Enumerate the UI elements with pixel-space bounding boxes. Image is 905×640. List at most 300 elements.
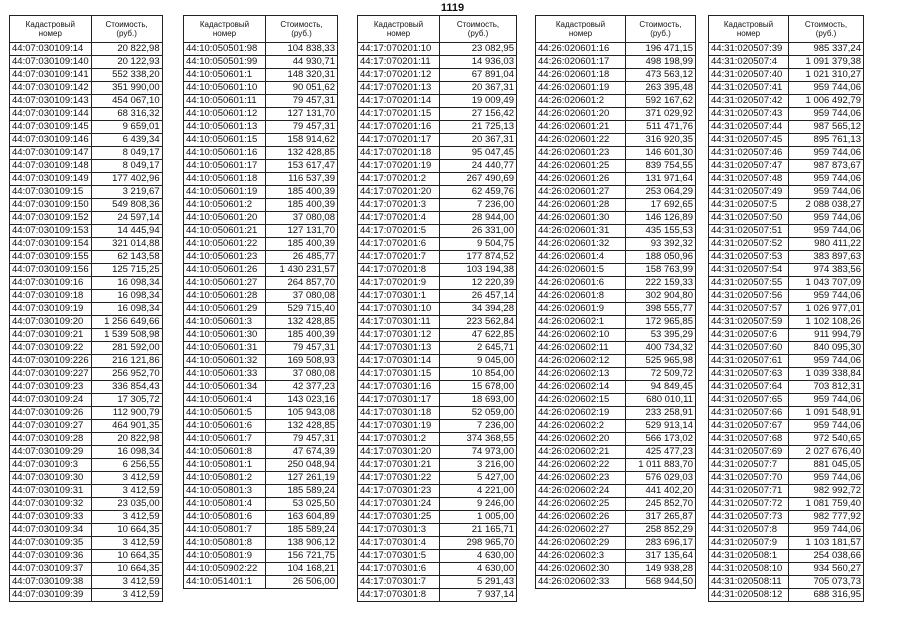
cost-cell: 17 692,65 [626,199,696,212]
table-row [358,576,517,589]
table-row [358,407,517,420]
table-row [358,355,517,368]
table-row [536,576,696,589]
cost-cell: 132 428,85 [266,147,338,160]
table-row [709,303,864,316]
cadastral-number-cell: 44:07:030109:155 [10,251,92,264]
cost-cell: 680 010,11 [626,394,696,407]
cadastral-number-cell: 44:10:050801:6 [184,511,266,524]
table-row [184,433,338,446]
cost-cell: 20 822,98 [91,433,162,446]
table-row [536,173,696,186]
cost-cell: 6 439,34 [91,134,162,147]
cadastral-number-cell: 44:26:020601:9 [536,303,626,316]
table-row [709,290,864,303]
cost-cell: 28 944,00 [440,212,517,225]
cadastral-number-cell: 44:07:030109:154 [10,238,92,251]
cost-cell: 3 412,59 [91,576,162,589]
table-row [10,238,163,251]
cadastral-number-cell: 44:26:020601:25 [536,160,626,173]
cadastral-number-cell: 44:07:030109:148 [10,160,92,173]
cadastral-number-cell: 44:26:020601:5 [536,264,626,277]
cost-cell: 383 897,63 [789,251,864,264]
cadastral-number-cell: 44:10:050601:7 [184,433,266,446]
cost-cell: 256 952,70 [91,368,162,381]
table-row [184,394,338,407]
cost-cell: 250 048,94 [266,459,338,472]
cost-cell: 158 763,99 [626,264,696,277]
cost-cell: 473 563,12 [626,69,696,82]
cost-cell: 9 246,00 [440,498,517,511]
cost-cell: 566 173,02 [626,433,696,446]
table-row [10,485,163,498]
cost-cell: 703 812,31 [789,381,864,394]
cadastral-table-4 [535,15,696,589]
cost-cell: 185 400,39 [266,186,338,199]
cadastral-number-cell: 44:31:020507:66 [709,407,789,420]
cadastral-number-cell: 44:17:070301:7 [358,576,440,589]
cost-cell: 267 490,69 [440,173,517,186]
cadastral-number-cell: 44:17:070301:5 [358,550,440,563]
cadastral-number-cell: 44:26:020601:26 [536,173,626,186]
cadastral-number-cell: 44:31:020507:6 [709,329,789,342]
table-row [358,134,517,147]
cost-cell: 435 155,53 [626,225,696,238]
table-row [709,563,864,576]
cost-cell: 881 045,05 [789,459,864,472]
cost-cell: 281 592,00 [91,342,162,355]
cadastral-number-cell: 44:31:020507:49 [709,186,789,199]
cadastral-number-cell: 44:07:030109:35 [10,537,92,550]
cost-cell: 172 965,85 [626,316,696,329]
cadastral-number-cell: 44:10:050601:32 [184,355,266,368]
table-row [536,407,696,420]
cost-cell: 47 622,85 [440,329,517,342]
cadastral-number-cell: 44:17:070301:22 [358,472,440,485]
cost-cell: 263 395,48 [626,82,696,95]
cost-cell: 4 630,00 [440,550,517,563]
cost-cell: 529 715,40 [266,303,338,316]
cadastral-number-cell: 44:26:020602:20 [536,433,626,446]
cost-cell: 74 973,00 [440,446,517,459]
cadastral-number-cell: 44:31:020507:9 [709,537,789,550]
cost-cell: 104 838,33 [266,43,338,56]
table-row [536,108,696,121]
table-row [358,69,517,82]
cost-cell: 4 221,00 [440,485,517,498]
cost-cell: 16 098,34 [91,277,162,290]
table-row [184,485,338,498]
table-row [10,498,163,511]
cost-cell: 156 721,75 [266,550,338,563]
table-row [10,95,163,108]
cadastral-number-cell: 44:31:020507:7 [709,459,789,472]
table-row [10,511,163,524]
cadastral-number-cell: 44:17:070201:16 [358,121,440,134]
table-row [184,498,338,511]
table-row [10,563,163,576]
cadastral-number-cell: 44:17:070201:8 [358,264,440,277]
table-row [358,225,517,238]
cadastral-number-cell: 44:10:050601:18 [184,173,266,186]
table-row [709,485,864,498]
cadastral-number-cell: 44:31:020507:72 [709,498,789,511]
table-row [358,459,517,472]
cadastral-number-cell: 44:07:030109:32 [10,498,92,511]
cost-cell: 840 095,30 [789,342,864,355]
table-row [358,342,517,355]
cost-cell: 254 038,66 [789,550,864,563]
cadastral-number-cell: 44:10:050601:13 [184,121,266,134]
table-row [184,238,338,251]
cadastral-number-cell: 44:31:020507:51 [709,225,789,238]
cost-cell: 525 965,98 [626,355,696,368]
cadastral-number-cell: 44:31:020507:59 [709,316,789,329]
table-row [10,82,163,95]
cadastral-number-cell: 44:10:050601:20 [184,212,266,225]
table-row [184,199,338,212]
cost-cell: 8 049,17 [91,160,162,173]
cost-cell: 132 428,85 [266,420,338,433]
cost-cell: 911 994,79 [789,329,864,342]
cadastral-number-cell: 44:10:050601:21 [184,225,266,238]
cost-cell: 959 744,06 [789,290,864,303]
table-row [358,589,517,602]
cost-cell: 974 383,56 [789,264,864,277]
cost-cell: 3 412,59 [91,511,162,524]
cost-cell: 20 367,31 [440,82,517,95]
cadastral-number-cell: 44:10:050601:34 [184,381,266,394]
cadastral-number-cell: 44:26:020601:20 [536,108,626,121]
cost-cell: 3 216,00 [440,459,517,472]
cost-cell: 185 400,39 [266,199,338,212]
table-row [184,160,338,173]
cadastral-number-cell: 44:17:070301:12 [358,329,440,342]
table-row [10,524,163,537]
table-row [184,446,338,459]
table-row [184,82,338,95]
cost-cell: 5 427,00 [440,472,517,485]
cost-cell: 67 891,04 [440,69,517,82]
cost-cell: 14 936,03 [440,56,517,69]
cost-cell: 1 005,00 [440,511,517,524]
table-row [184,225,338,238]
table-row [184,329,338,342]
cadastral-number-cell: 44:17:070201:9 [358,277,440,290]
cadastral-number-cell: 44:17:070201:4 [358,212,440,225]
cost-cell: 42 377,23 [266,381,338,394]
table-row [10,381,163,394]
cost-cell: 2 645,71 [440,342,517,355]
cost-cell: 26 485,77 [266,251,338,264]
cadastral-number-cell: 44:07:030109:33 [10,511,92,524]
cadastral-table-3 [357,15,517,602]
cost-cell: 980 411,22 [789,238,864,251]
table-row [709,355,864,368]
table-row [709,550,864,563]
cadastral-number-cell: 44:26:020601:8 [536,290,626,303]
cost-cell: 1 021 310,27 [789,69,864,82]
cadastral-number-cell: 44:10:050801:3 [184,485,266,498]
cadastral-number-cell: 44:26:020602:11 [536,342,626,355]
cadastral-number-cell: 44:10:050801:1 [184,459,266,472]
cadastral-number-cell: 44:17:070301:20 [358,446,440,459]
table-row [536,147,696,160]
table-row [184,563,338,576]
table-row [10,121,163,134]
table-row [184,277,338,290]
cost-cell: 549 808,36 [91,199,162,212]
table-row [358,394,517,407]
table-row [536,69,696,82]
cadastral-number-cell: 44:26:020602:21 [536,446,626,459]
table-row [358,199,517,212]
table-row [536,134,696,147]
cadastral-number-cell: 44:07:030109:15 [10,186,92,199]
cost-cell: 223 562,84 [440,316,517,329]
cadastral-number-cell: 44:17:070201:15 [358,108,440,121]
table-row [536,498,696,511]
cadastral-number-cell: 44:26:020602:3 [536,550,626,563]
cost-cell: 959 744,06 [789,212,864,225]
cadastral-number-cell: 44:10:050601:29 [184,303,266,316]
cadastral-number-cell: 44:26:020601:6 [536,277,626,290]
cost-cell: 1 102 108,26 [789,316,864,329]
table-row [709,56,864,69]
cadastral-number-cell: 44:07:030109:26 [10,407,92,420]
cost-cell: 14 445,94 [91,225,162,238]
table-row [10,446,163,459]
cadastral-number-cell: 44:17:070301:1 [358,290,440,303]
table-row [709,433,864,446]
cost-cell: 132 428,85 [266,316,338,329]
table-row [184,186,338,199]
cadastral-number-cell: 44:07:030109:27 [10,420,92,433]
cadastral-number-cell: 44:10:050601:10 [184,82,266,95]
cost-cell: 26 506,00 [266,576,338,589]
table-row [184,95,338,108]
cost-cell: 959 744,06 [789,186,864,199]
cost-cell: 103 194,38 [440,264,517,277]
table-row [184,134,338,147]
cost-cell: 283 696,17 [626,537,696,550]
cadastral-number-cell: 44:07:030109:22 [10,342,92,355]
cost-cell: 196 471,15 [626,43,696,56]
cadastral-number-cell: 44:31:020507:45 [709,134,789,147]
table-row [536,43,696,56]
cost-cell: 498 198,99 [626,56,696,69]
cost-cell: 454 067,10 [91,95,162,108]
table-row [536,459,696,472]
cadastral-number-cell: 44:26:020601:21 [536,121,626,134]
cost-cell: 10 664,35 [91,550,162,563]
cost-cell: 158 914,62 [266,134,338,147]
cost-cell: 23 082,95 [440,43,517,56]
table-row [184,316,338,329]
cadastral-number-cell: 44:17:070201:11 [358,56,440,69]
cadastral-number-cell: 44:10:050601:12 [184,108,266,121]
cost-cell: 959 744,06 [789,82,864,95]
table-row [709,511,864,524]
cost-cell: 1 430 231,57 [266,264,338,277]
table-row [10,134,163,147]
cadastral-number-cell: 44:26:020602:19 [536,407,626,420]
table-row [358,550,517,563]
cadastral-number-cell: 44:17:070201:6 [358,238,440,251]
table-row [709,82,864,95]
table-row [10,251,163,264]
cadastral-number-cell: 44:26:020602:10 [536,329,626,342]
cadastral-number-cell: 44:26:020601:17 [536,56,626,69]
table-row [358,121,517,134]
table-row [709,277,864,290]
cadastral-number-cell: 44:10:050801:7 [184,524,266,537]
cadastral-number-cell: 44:17:070201:3 [358,199,440,212]
cost-cell: 4 630,00 [440,563,517,576]
table-row [184,368,338,381]
table-row [358,56,517,69]
cadastral-number-cell: 44:26:020601:19 [536,82,626,95]
cadastral-number-cell: 44:10:050501:99 [184,56,266,69]
cadastral-number-cell: 44:07:030109:153 [10,225,92,238]
cadastral-number-cell: 44:10:050601:33 [184,368,266,381]
cost-cell: 169 508,93 [266,355,338,368]
table-row [709,95,864,108]
cadastral-number-cell: 44:26:020601:22 [536,134,626,147]
cadastral-number-cell: 44:17:070301:25 [358,511,440,524]
cadastral-number-cell: 44:17:070301:17 [358,394,440,407]
cost-cell: 1 091 379,38 [789,56,864,69]
table-row [536,56,696,69]
cost-cell: 1 539 508,98 [91,329,162,342]
table-row [10,420,163,433]
cost-cell: 52 059,00 [440,407,517,420]
table-row [709,251,864,264]
cadastral-number-cell: 44:26:020602:30 [536,563,626,576]
cost-cell: 2 027 676,40 [789,446,864,459]
table-row [358,563,517,576]
cadastral-number-cell: 44:10:050601:3 [184,316,266,329]
table-row [709,537,864,550]
table-row [358,446,517,459]
table-row [184,576,338,589]
table-row [536,550,696,563]
table-row [536,420,696,433]
cadastral-number-cell: 44:26:020601:16 [536,43,626,56]
cost-cell: 149 938,28 [626,563,696,576]
cost-cell: 317 265,87 [626,511,696,524]
cost-cell: 131 971,64 [626,173,696,186]
cadastral-number-cell: 44:31:020507:46 [709,147,789,160]
cost-cell: 298 965,70 [440,537,517,550]
cost-cell: 16 098,34 [91,303,162,316]
cost-cell: 53 395,29 [626,329,696,342]
cost-cell: 163 604,89 [266,511,338,524]
table-row [709,446,864,459]
cost-cell: 1 043 707,09 [789,277,864,290]
cost-cell: 5 291,43 [440,576,517,589]
table-row [10,316,163,329]
cadastral-number-cell: 44:26:020602:15 [536,394,626,407]
table-row [536,225,696,238]
table-row [184,121,338,134]
cadastral-number-cell: 44:31:020507:64 [709,381,789,394]
cadastral-number-cell: 44:31:020507:47 [709,160,789,173]
cost-cell: 21 165,71 [440,524,517,537]
cadastral-number-cell: 44:26:020602:23 [536,472,626,485]
cadastral-number-cell: 44:26:020602:2 [536,420,626,433]
cadastral-number-cell: 44:31:020507:57 [709,303,789,316]
table-row [536,316,696,329]
cost-cell: 398 555,77 [626,303,696,316]
cadastral-number-cell: 44:10:050601:23 [184,251,266,264]
table-row [10,537,163,550]
cost-cell: 37 080,08 [266,212,338,225]
table-row [709,225,864,238]
header-cadastral-number: Кадастровый номер [536,16,626,43]
table-row [358,160,517,173]
cadastral-number-cell: 44:07:030109:141 [10,69,92,82]
cadastral-number-cell: 44:07:030109:143 [10,95,92,108]
cost-cell: 568 944,50 [626,576,696,589]
cadastral-number-cell: 44:31:020508:11 [709,576,789,589]
cadastral-number-cell: 44:26:020602:27 [536,524,626,537]
cost-cell: 37 080,08 [266,368,338,381]
table-row [184,342,338,355]
table-row [10,56,163,69]
cadastral-number-cell: 44:26:020602:22 [536,459,626,472]
cadastral-number-cell: 44:26:020602:1 [536,316,626,329]
cost-cell: 959 744,06 [789,394,864,407]
table-row [10,589,163,602]
header-cadastral-number: Кадастровый номер [184,16,266,43]
table-row [536,433,696,446]
table-row [184,108,338,121]
cost-cell: 400 734,32 [626,342,696,355]
table-row [10,576,163,589]
cadastral-number-cell: 44:17:070201:20 [358,186,440,199]
table-row [709,121,864,134]
cost-cell: 68 316,32 [91,108,162,121]
cadastral-number-cell: 44:17:070301:10 [358,303,440,316]
cadastral-number-cell: 44:26:020601:2 [536,95,626,108]
cost-cell: 959 744,06 [789,472,864,485]
table-row [184,251,338,264]
cadastral-number-cell: 44:10:050801:8 [184,537,266,550]
cadastral-number-cell: 44:26:020602:29 [536,537,626,550]
cadastral-number-cell: 44:17:070301:4 [358,537,440,550]
cost-cell: 24 440,77 [440,160,517,173]
cadastral-number-cell: 44:07:030109:156 [10,264,92,277]
cadastral-number-cell: 44:31:020507:60 [709,342,789,355]
cadastral-number-cell: 44:10:050501:98 [184,43,266,56]
cadastral-number-cell: 44:31:020507:61 [709,355,789,368]
cost-cell: 104 168,21 [266,563,338,576]
table-row [358,82,517,95]
cadastral-number-cell: 44:31:020507:70 [709,472,789,485]
cadastral-number-cell: 44:31:020507:67 [709,420,789,433]
cadastral-number-cell: 44:31:020508:12 [709,589,789,602]
cadastral-number-cell: 44:17:070301:6 [358,563,440,576]
cadastral-number-cell: 44:07:030109:145 [10,121,92,134]
cost-cell: 1 103 181,57 [789,537,864,550]
cost-cell: 576 029,03 [626,472,696,485]
cadastral-number-cell: 44:17:070301:19 [358,420,440,433]
table-row [536,95,696,108]
cost-cell: 3 412,59 [91,589,162,602]
cost-cell: 216 121,86 [91,355,162,368]
table-row [10,225,163,238]
